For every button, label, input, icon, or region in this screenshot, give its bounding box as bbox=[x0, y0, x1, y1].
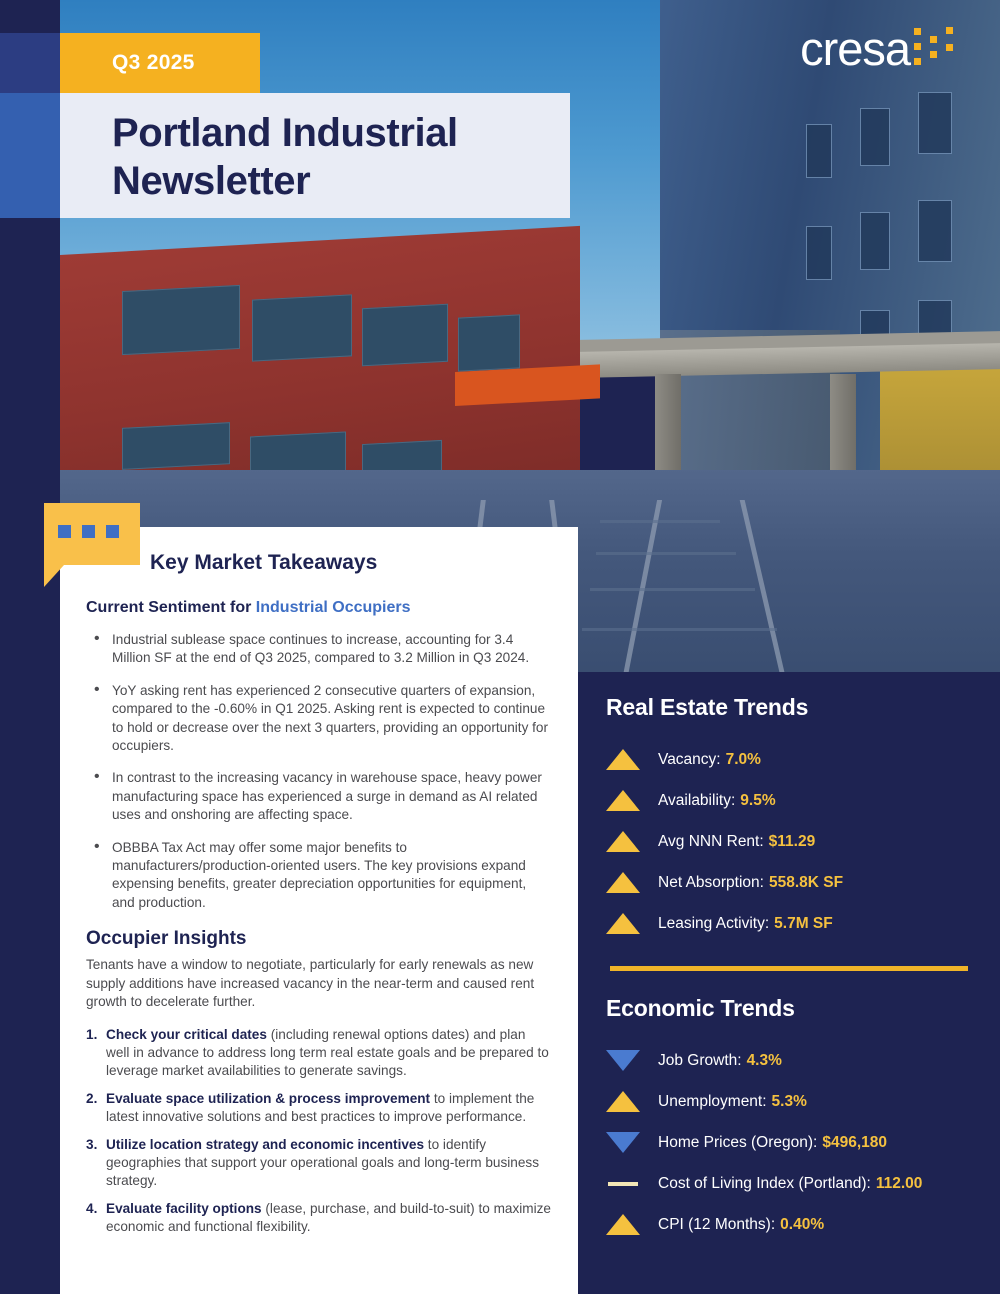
triangle-up-icon bbox=[606, 831, 658, 852]
item-bold: Evaluate facility options bbox=[106, 1200, 262, 1216]
window bbox=[918, 200, 952, 262]
stat-label: Avg NNN Rent: bbox=[658, 832, 764, 850]
stat-row bbox=[606, 1163, 976, 1204]
quarter-badge bbox=[60, 33, 260, 93]
stat-row bbox=[606, 821, 976, 862]
list-item bbox=[86, 1200, 552, 1237]
stat-value: $11.29 bbox=[768, 832, 816, 850]
stat-row bbox=[606, 1040, 976, 1081]
stat-label: Home Prices (Oregon): bbox=[658, 1133, 818, 1151]
stat-label: Cost of Living Index (Portland): bbox=[658, 1174, 871, 1192]
real-estate-trends-list bbox=[606, 739, 976, 944]
occupier-insights-intro: Tenants have a window to negotiate, particularly for early renewals as new supply additions have increased vacancy in the near-term and caused rent growth to decelerate further. bbox=[86, 957, 535, 1010]
stat-label: Net Absorption: bbox=[658, 873, 764, 891]
list-item: • YoY asking rent has experienced 2 consecutive quarters of expansion, compared to the -0.60% in Q1 2025. Asking rent is expected to continue to hold or decrease over the next 3 quarters, providing an opportunity for occupiers. bbox=[86, 682, 552, 756]
occupier-insights-list bbox=[86, 1026, 552, 1237]
window bbox=[860, 212, 890, 270]
window bbox=[458, 314, 520, 371]
stat-label: Availability: bbox=[658, 791, 736, 809]
stat-row bbox=[606, 862, 976, 903]
rail-tie bbox=[582, 628, 777, 631]
item-rest: (including renewal options dates) and plan well in advance to address long term real estate goals and be prepared to leverage market availabilities to generate savings. bbox=[106, 1026, 549, 1079]
flat-line-icon bbox=[606, 1182, 658, 1186]
quarter-badge-label: Q3 2025 bbox=[112, 51, 195, 74]
list-item: • OBBBA Tax Act may offer some major benefits to manufacturers/production-oriented users. The key provisions expand expensing benefits, greater depreciation opportunities for equipment, and production. bbox=[86, 839, 552, 913]
list-item bbox=[86, 1136, 552, 1191]
stat-label: Vacancy: bbox=[658, 750, 721, 768]
triangle-up-icon bbox=[606, 790, 658, 811]
stat-row bbox=[606, 1204, 976, 1245]
title-card bbox=[60, 93, 570, 218]
triangle-down-icon bbox=[606, 1050, 658, 1071]
economic-trends-list bbox=[606, 1040, 976, 1245]
triangle-up-icon bbox=[606, 872, 658, 893]
stat-label: Job Growth: bbox=[658, 1051, 742, 1069]
stat-value: 112.00 bbox=[875, 1174, 923, 1192]
section-divider bbox=[610, 966, 968, 971]
list-item: • Industrial sublease space continues to increase, accounting for 3.4 Million SF at the end of Q3 2025, compared to 3.2 Million in Q3 2024. bbox=[86, 631, 552, 668]
key-takeaways-title: Key Market Takeaways bbox=[150, 551, 378, 574]
window bbox=[252, 294, 352, 361]
speech-bubble bbox=[44, 503, 140, 565]
rail-segment bbox=[0, 0, 60, 33]
stat-row bbox=[606, 1081, 976, 1122]
takeaway-bullet-list bbox=[86, 631, 552, 912]
window bbox=[122, 285, 240, 355]
rail-tie bbox=[596, 552, 736, 555]
window bbox=[362, 304, 448, 367]
stat-label: CPI (12 Months): bbox=[658, 1215, 776, 1233]
trends-panel bbox=[578, 672, 1000, 1294]
real-estate-trends-title: Real Estate Trends bbox=[606, 694, 809, 720]
item-rest: (lease, purchase, and build-to-suit) to maximize economic and functional flexibility. bbox=[106, 1200, 551, 1235]
item-bold: Evaluate space utilization & process improvement bbox=[106, 1090, 431, 1106]
occupier-insights-title: Occupier Insights bbox=[86, 928, 247, 950]
triangle-up-icon bbox=[606, 749, 658, 770]
stat-row bbox=[606, 739, 976, 780]
stat-value: 5.7M SF bbox=[774, 914, 833, 932]
stat-value: 4.3% bbox=[746, 1051, 782, 1069]
key-takeaways-card bbox=[60, 527, 578, 1294]
sentiment-highlight: Industrial Occupiers bbox=[255, 599, 411, 616]
triangle-up-icon bbox=[606, 1091, 658, 1112]
stat-value: 558.8K SF bbox=[768, 873, 844, 891]
window bbox=[806, 226, 832, 280]
stat-row bbox=[606, 1122, 976, 1163]
stat-value: $496,180 bbox=[822, 1133, 888, 1151]
item-rest: to identify geographies that support your operational goals and long-term business strategy. bbox=[106, 1136, 540, 1189]
economic-trends-title: Economic Trends bbox=[606, 995, 795, 1021]
page-title: Portland Industrial Newsletter bbox=[112, 111, 458, 203]
window bbox=[860, 108, 890, 166]
window bbox=[806, 124, 832, 178]
stat-label: Leasing Activity: bbox=[658, 914, 770, 932]
triangle-down-icon bbox=[606, 1132, 658, 1153]
sentiment-prefix: Current Sentiment for bbox=[86, 599, 256, 616]
item-bold: Check your critical dates bbox=[106, 1026, 267, 1042]
stat-value: 9.5% bbox=[740, 791, 776, 809]
window bbox=[122, 422, 230, 470]
stat-value: 5.3% bbox=[771, 1092, 807, 1110]
logo-wordmark: cresa bbox=[800, 22, 910, 75]
list-item: • In contrast to the increasing vacancy in warehouse space, heavy power manufacturing space has experienced a surge in demand as AI related uses and onshoring are affecting space. bbox=[86, 769, 552, 824]
current-sentiment-subhead bbox=[86, 599, 552, 617]
list-item bbox=[86, 1026, 552, 1081]
triangle-up-icon bbox=[606, 1214, 658, 1235]
stat-label: Unemployment: bbox=[658, 1092, 767, 1110]
speech-bubble-tail-icon bbox=[44, 565, 64, 587]
logo-dots-icon bbox=[914, 24, 960, 66]
stat-row bbox=[606, 780, 976, 821]
rail-tie bbox=[590, 588, 755, 591]
stat-value: 7.0% bbox=[725, 750, 761, 768]
window bbox=[918, 92, 952, 154]
rail-segment bbox=[0, 218, 60, 1294]
rail-segment bbox=[0, 93, 60, 218]
left-decorative-rail bbox=[0, 0, 60, 1294]
three-dots-icon bbox=[58, 525, 119, 538]
stat-row bbox=[606, 903, 976, 944]
triangle-up-icon bbox=[606, 913, 658, 934]
rail-segment bbox=[0, 33, 60, 93]
rail-tie bbox=[600, 520, 720, 523]
stat-value: 0.40% bbox=[780, 1215, 825, 1233]
item-bold: Utilize location strategy and economic incentives bbox=[106, 1136, 425, 1152]
cresa-logo bbox=[800, 22, 960, 75]
item-rest: to implement the latest innovative solutions and best practices to improve performance. bbox=[106, 1090, 535, 1125]
list-item bbox=[86, 1090, 552, 1127]
